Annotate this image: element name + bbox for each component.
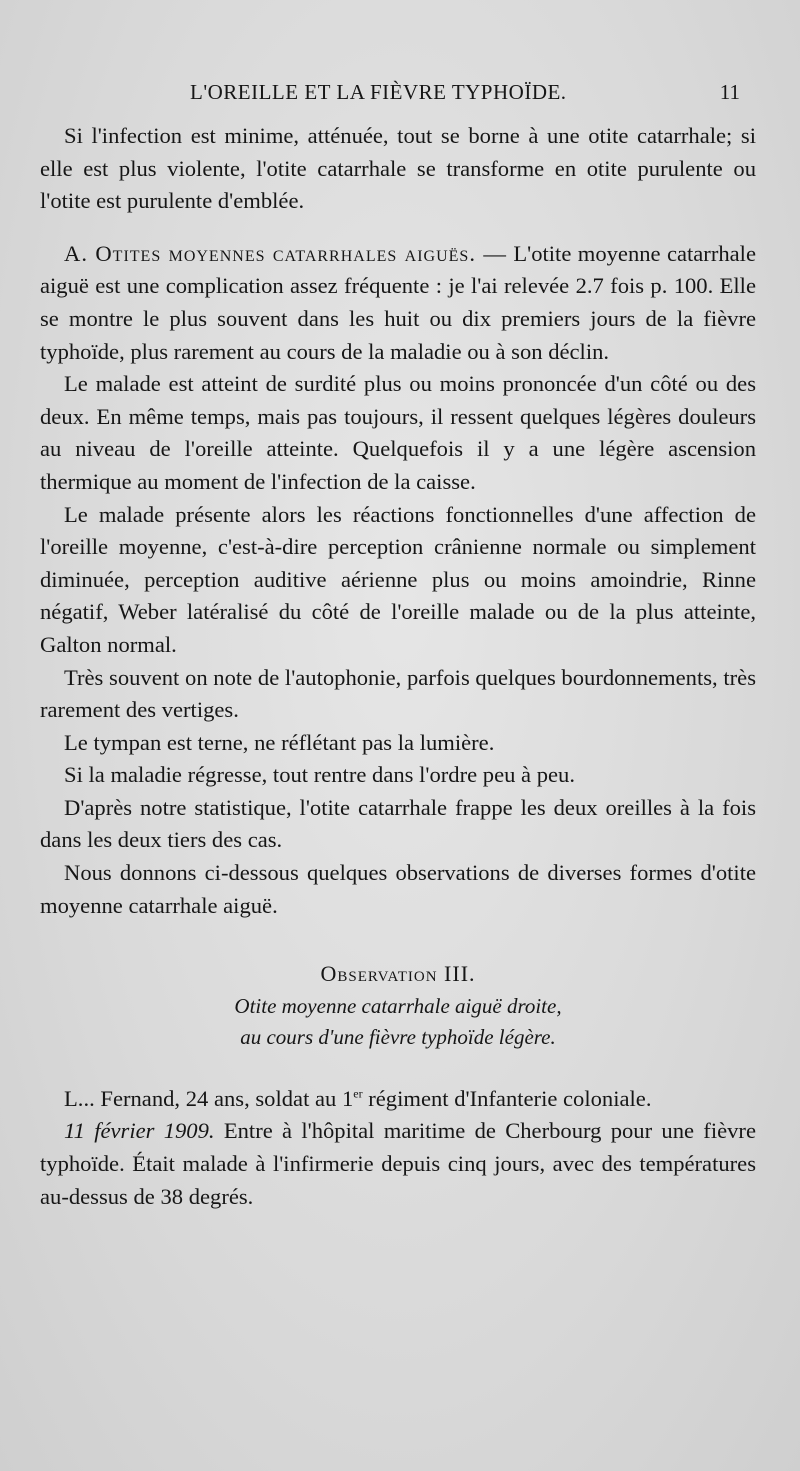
observation-title: Observation III.: [320, 961, 476, 987]
paragraph: Très souvent on note de l'autophonie, parfois quelques bourdonnements, très rarement des vertiges.: [40, 664, 756, 723]
paragraph: Si l'infection est minime, atténuée, tout se borne à une otite catarrhale; si elle est plus violente, l'otite catarrhale se transforme en otite purulente ou l'otite est purulente d'emblée.: [40, 123, 756, 214]
page-header: [40, 80, 740, 114]
observation-subtitle: Otite moyenne catarrhale aiguë droite,: [234, 993, 562, 1018]
paragraph-text: L'otite moyenne catarrhale aiguë est une complication assez fréquente : je l'ai relevée 2.7 fois p. 100. Elle se montre le plus souvent dans les huit ou dix premiers jours de la fièvre typhoïde, plus rarement au cours de la maladie ou à son déclin.: [40, 240, 756, 364]
paragraph: Le malade présente alors les réactions fonctionnelles d'une affection de l'oreille moyenne, c'est-à-dire perception crânienne normale ou simplement diminuée, perception auditive aérienne plus ou moins amoindrie, Rinne négatif, Weber latéralisé du côté de l'oreille malade ou de la plus atteinte, Galton normal.: [40, 501, 756, 657]
paragraph: Nous donnons ci-dessous quelques observations de diverses formes d'otite moyenne catarrhale aiguë.: [40, 860, 756, 918]
ordinal-superscript: er: [353, 1086, 363, 1101]
paragraph: Si la maladie régresse, tout rentre dans l'ordre peu à peu.: [64, 762, 575, 788]
observation-date: 11 février 1909.: [64, 1118, 215, 1144]
paragraph: Le tympan est terne, ne réflétant pas la lumière.: [64, 729, 495, 755]
section-paragraph: [40, 238, 756, 368]
section-heading: A. Otites moyennes catarrhales aiguës. —: [64, 240, 507, 266]
observation-text: Entre à l'hôpital maritime de Cherbourg pour une fièvre typhoïde. Était malade à l'infirmerie depuis cinq jours, avec des températures au-dessus de 38 degrés.: [40, 1118, 756, 1209]
observation-subtitle: au cours d'une fièvre typhoïde légère.: [240, 1024, 556, 1049]
paragraph: Le malade est atteint de surdité plus ou moins prononcée d'un côté ou des deux. En même temps, mais pas toujours, il ressent quelques légères douleurs au niveau de l'oreille atteinte. Quelquefois il y a une légère ascension thermique au moment de l'infection de la caisse.: [40, 371, 756, 494]
page-number: 11: [719, 80, 740, 104]
observation-paragraph: [40, 1115, 756, 1213]
paragraph: D'après notre statistique, l'otite catarrhale frappe les deux oreilles à la fois dans les deux tiers des cas.: [40, 794, 756, 853]
body-text: [40, 120, 756, 1213]
observation-paragraph: [40, 1083, 756, 1116]
running-title: L'OREILLE ET LA FIÈVRE TYPHOÏDE.: [190, 80, 567, 104]
observation-text: L... Fernand, 24 ans, soldat au 1: [64, 1085, 354, 1111]
observation-text: régiment d'Infanterie coloniale.: [362, 1085, 652, 1111]
